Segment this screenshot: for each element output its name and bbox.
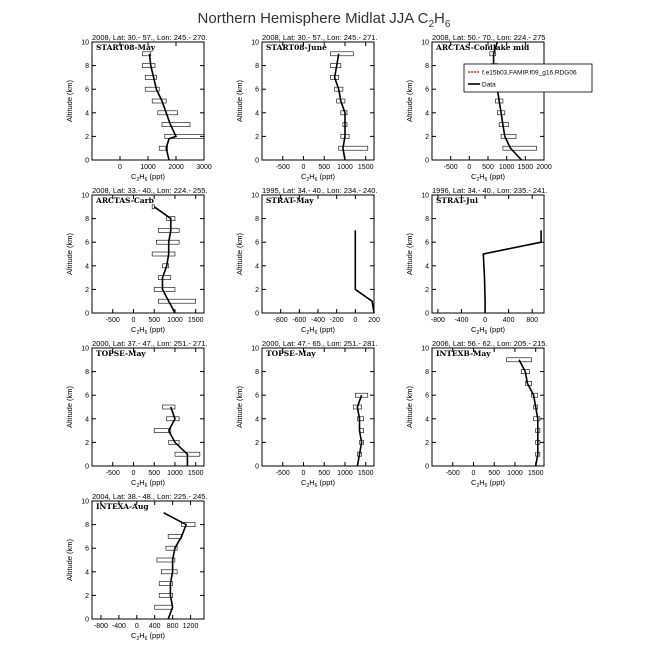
y-tick-label: 10 xyxy=(81,192,89,200)
x-tick-label: 0 xyxy=(134,623,139,630)
x-tick-label: 400 xyxy=(502,317,515,324)
y-tick-label: 8 xyxy=(85,522,89,530)
panel-header: 2000, Lat: 47.- 65., Lon: 251.- 281. xyxy=(262,339,378,348)
y-tick-label: 8 xyxy=(255,369,259,377)
figure-title: Northern Hemisphere Midlat JJA $C_2H_6$ xyxy=(197,10,451,30)
x-tick-label: 1200 xyxy=(182,623,199,630)
y-tick-label: 6 xyxy=(85,545,89,553)
data-range-box xyxy=(167,417,179,421)
x-tick-label: 2000 xyxy=(168,164,184,171)
y-tick-label: 8 xyxy=(85,216,89,224)
plot-frame xyxy=(92,501,204,619)
y-tick-label: 10 xyxy=(421,192,429,200)
x-tick-label: 500 xyxy=(318,470,331,477)
y-tick-label: 6 xyxy=(425,86,429,94)
y-tick-label: 2 xyxy=(85,133,89,141)
x-tick-label: -600 xyxy=(292,317,307,324)
campaign-label: TOPSE-May xyxy=(266,349,316,358)
data-range-box xyxy=(161,570,177,574)
y-axis-label: Altitude (km) xyxy=(235,232,244,276)
panel-6 xyxy=(405,186,548,336)
x-tick-label: 1500 xyxy=(517,164,534,171)
panel-header: 1996, Lat: 34.- 40., Lon: 235.- 241. xyxy=(432,186,548,195)
x-tick-label: 3000 xyxy=(196,164,212,171)
x-axis-label: $C_2H_6$ (ppt) xyxy=(471,478,505,489)
y-tick-label: 4 xyxy=(85,569,89,577)
plot-frame xyxy=(432,195,544,313)
y-tick-label: 2 xyxy=(255,439,259,447)
panel-header: 1995, Lat: 34.- 40., Lon: 234.- 240. xyxy=(262,186,378,195)
panel-5 xyxy=(235,186,380,336)
y-tick-label: 6 xyxy=(255,86,259,94)
y-tick-label: 8 xyxy=(255,63,259,71)
y-axis-label: Altitude (km) xyxy=(65,79,74,123)
panels xyxy=(65,33,592,642)
y-axis-label: Altitude (km) xyxy=(65,538,74,582)
y-tick-label: 8 xyxy=(425,63,429,71)
campaign-label: INTEXB-May xyxy=(436,349,491,358)
y-tick-label: 2 xyxy=(85,592,89,600)
panel-header: 2006, Lat: 56.- 62., Lon: 205.- 215. xyxy=(432,339,548,348)
y-tick-label: 10 xyxy=(251,39,259,47)
y-tick-label: 0 xyxy=(85,157,89,165)
data-range-box xyxy=(142,64,155,68)
y-tick-label: 0 xyxy=(85,616,89,624)
x-tick-label: 200 xyxy=(368,317,380,324)
data-range-box xyxy=(503,146,537,150)
x-axis-label: $C_2H_6$ (ppt) xyxy=(301,172,335,183)
y-tick-label: 8 xyxy=(85,63,89,71)
plot-frame xyxy=(432,348,544,466)
y-tick-label: 4 xyxy=(425,263,429,271)
panel-3 xyxy=(405,33,592,183)
x-tick-label: -500 xyxy=(105,317,120,324)
x-tick-label: 1000 xyxy=(337,164,353,171)
data-profile-line xyxy=(355,230,374,313)
data-range-box xyxy=(155,605,173,609)
y-tick-label: 0 xyxy=(255,310,259,318)
y-tick-label: 6 xyxy=(425,392,429,400)
data-range-box xyxy=(154,287,175,291)
y-tick-label: 4 xyxy=(255,263,259,271)
data-range-box xyxy=(158,111,178,115)
x-axis-label: $C_2H_6$ (ppt) xyxy=(131,631,165,642)
y-tick-label: 8 xyxy=(425,369,429,377)
x-tick-label: -400 xyxy=(454,317,469,324)
x-tick-label: -800 xyxy=(273,317,288,324)
campaign-label: START08-June xyxy=(266,43,327,52)
x-tick-label: -400 xyxy=(111,623,126,630)
x-tick-label: 0 xyxy=(467,164,472,171)
x-tick-label: 800 xyxy=(526,317,539,324)
data-range-box xyxy=(330,64,340,68)
y-tick-label: 10 xyxy=(81,39,89,47)
x-tick-label: 1000 xyxy=(337,470,353,477)
x-tick-label: -500 xyxy=(275,164,290,171)
y-tick-label: 4 xyxy=(255,416,259,424)
data-profile-line xyxy=(335,54,345,160)
y-tick-label: 10 xyxy=(251,192,259,200)
data-range-box xyxy=(152,252,175,256)
panel-8 xyxy=(235,339,378,489)
data-range-box xyxy=(158,276,170,280)
x-tick-label: -500 xyxy=(275,470,290,477)
campaign-label: INTEXA-Aug xyxy=(96,502,149,511)
y-tick-label: 4 xyxy=(85,263,89,271)
x-tick-label: 500 xyxy=(148,317,161,324)
x-tick-label: 500 xyxy=(482,164,494,171)
x-tick-label: 800 xyxy=(166,623,179,630)
y-tick-label: 0 xyxy=(425,463,429,471)
campaign-label: START08-May xyxy=(96,43,156,52)
y-tick-label: 4 xyxy=(85,416,89,424)
x-tick-label: -500 xyxy=(443,164,458,171)
x-axis-label: $C_2H_6$ (ppt) xyxy=(131,478,165,489)
data-profile-line xyxy=(149,54,176,160)
plot-frame xyxy=(262,42,374,160)
x-tick-label: 0 xyxy=(353,317,358,324)
x-tick-label: -200 xyxy=(329,317,344,324)
data-range-box xyxy=(357,417,363,421)
y-tick-label: 0 xyxy=(85,310,89,318)
data-range-box xyxy=(162,123,190,127)
legend-data-label: Data xyxy=(482,81,496,89)
y-tick-label: 8 xyxy=(255,216,259,224)
y-tick-label: 4 xyxy=(425,110,429,118)
x-tick-label: -500 xyxy=(105,470,120,477)
y-axis-label: Altitude (km) xyxy=(235,79,244,123)
data-profile-line xyxy=(519,360,538,466)
panel-4 xyxy=(65,186,208,336)
data-profile-line xyxy=(483,230,541,313)
x-tick-label: 1000 xyxy=(140,164,156,171)
panel-header: 2000, Lat: 37.- 47., Lon: 251.- 271. xyxy=(92,339,208,348)
panel-header: 2008, Lat: 30.- 57., Lon: 245.- 270. xyxy=(92,33,208,42)
x-tick-label: 1000 xyxy=(498,164,515,171)
y-tick-label: 2 xyxy=(425,286,429,294)
y-tick-label: 6 xyxy=(255,239,259,247)
x-tick-label: 1000 xyxy=(507,470,523,477)
campaign-label: STRAT-May xyxy=(266,196,314,205)
data-profile-line xyxy=(154,207,175,313)
y-tick-label: 10 xyxy=(421,39,429,47)
panel-10 xyxy=(65,492,208,642)
y-tick-label: 2 xyxy=(425,133,429,141)
y-tick-label: 6 xyxy=(425,239,429,247)
x-tick-label: 1000 xyxy=(167,470,183,477)
panel-7 xyxy=(65,339,208,489)
y-tick-label: 0 xyxy=(85,463,89,471)
plot-frame xyxy=(432,42,544,160)
x-tick-label: -500 xyxy=(445,470,460,477)
x-axis-label: $C_2H_6$ (ppt) xyxy=(471,325,505,336)
y-axis-label: Altitude (km) xyxy=(65,385,74,429)
campaign-label: STRAT-Jul xyxy=(436,196,478,205)
y-tick-label: 8 xyxy=(85,369,89,377)
data-profile-line xyxy=(169,407,188,466)
y-axis-label: Altitude (km) xyxy=(405,79,414,123)
y-tick-label: 0 xyxy=(425,310,429,318)
x-axis-label: $C_2H_6$ (ppt) xyxy=(131,172,165,183)
y-axis-label: Altitude (km) xyxy=(235,385,244,429)
y-tick-label: 10 xyxy=(81,498,89,506)
data-range-box xyxy=(163,405,175,409)
plot-frame xyxy=(92,348,204,466)
plot-frame xyxy=(92,195,204,313)
y-tick-label: 2 xyxy=(425,439,429,447)
x-tick-label: -800 xyxy=(93,623,108,630)
x-tick-label: 0 xyxy=(131,317,136,324)
x-tick-label: 500 xyxy=(148,470,161,477)
y-tick-label: 6 xyxy=(85,86,89,94)
panel-header: 2004, Lat: 38.- 48., Lon: 225.- 245. xyxy=(92,492,208,501)
data-range-box xyxy=(152,205,154,209)
y-tick-label: 0 xyxy=(425,157,429,165)
y-tick-label: 2 xyxy=(85,286,89,294)
data-range-box xyxy=(330,52,353,56)
panel-2 xyxy=(235,33,378,183)
panel-header: 2008, Lat: 33.- 40., Lon: 224.- 255. xyxy=(92,186,208,195)
y-tick-label: 6 xyxy=(255,392,259,400)
x-tick-label: 0 xyxy=(118,164,122,171)
panel-9 xyxy=(405,339,548,489)
y-tick-label: 6 xyxy=(85,392,89,400)
plot-frame xyxy=(262,195,374,313)
y-tick-label: 2 xyxy=(85,439,89,447)
x-axis-label: $C_2H_6$ (ppt) xyxy=(471,172,505,183)
y-axis-label: Altitude (km) xyxy=(65,232,74,276)
x-tick-label: 1500 xyxy=(357,470,374,477)
x-tick-label: -400 xyxy=(310,317,326,324)
x-tick-label: 1500 xyxy=(187,317,204,324)
x-tick-label: 0 xyxy=(131,470,136,477)
x-tick-label: 500 xyxy=(318,164,331,171)
x-tick-label: 1500 xyxy=(527,470,544,477)
y-tick-label: 10 xyxy=(421,345,429,353)
y-tick-label: 2 xyxy=(255,286,259,294)
x-tick-label: 0 xyxy=(483,317,488,324)
y-tick-label: 0 xyxy=(255,463,259,471)
y-axis-label: Altitude (km) xyxy=(405,385,414,429)
x-tick-label: 500 xyxy=(488,470,501,477)
legend-model-label: f.e15b03.FAMIP.f09_g16.RDG06 xyxy=(482,69,577,77)
plot-frame xyxy=(92,42,204,160)
x-tick-label: 1000 xyxy=(167,317,183,324)
x-tick-label: 400 xyxy=(148,623,161,630)
data-profile-line xyxy=(494,42,522,160)
x-tick-label: 2000 xyxy=(536,164,552,171)
data-range-box xyxy=(168,534,181,538)
y-tick-label: 6 xyxy=(85,239,89,247)
y-tick-label: 10 xyxy=(81,345,89,353)
y-tick-label: 2 xyxy=(255,133,259,141)
campaign-label: TOPSE-May xyxy=(96,349,146,358)
y-tick-label: 4 xyxy=(425,416,429,424)
panel-header: 2008, Lat: 30.- 57., Lon: 245.- 271. xyxy=(262,33,378,42)
x-tick-label: 0 xyxy=(471,470,476,477)
x-axis-label: $C_2H_6$ (ppt) xyxy=(301,325,335,336)
x-tick-label: -800 xyxy=(430,317,445,324)
x-tick-label: 1500 xyxy=(357,164,374,171)
data-range-box xyxy=(156,240,179,244)
data-profile-line xyxy=(357,395,361,466)
data-range-box xyxy=(152,99,166,103)
panel-1 xyxy=(65,33,212,183)
data-range-box xyxy=(158,228,179,232)
y-tick-label: 4 xyxy=(255,110,259,118)
y-tick-label: 4 xyxy=(85,110,89,118)
y-axis-label: Altitude (km) xyxy=(405,232,414,276)
x-axis-label: $C_2H_6$ (ppt) xyxy=(131,325,165,336)
data-profile-line xyxy=(164,513,186,619)
x-tick-label: 1500 xyxy=(187,470,204,477)
data-range-box xyxy=(501,134,516,138)
x-tick-label: 0 xyxy=(301,470,306,477)
campaign-label: ARCTAS-Coldlake mid xyxy=(436,43,530,52)
panel-header: 2008, Lat: 50.- 70., Lon: 224.- 275 xyxy=(432,33,546,42)
y-tick-label: 10 xyxy=(251,345,259,353)
campaign-label: ARCTAS-Carb xyxy=(96,196,154,205)
y-tick-label: 0 xyxy=(255,157,259,165)
x-tick-label: 0 xyxy=(301,164,306,171)
y-tick-label: 8 xyxy=(425,216,429,224)
data-range-box xyxy=(158,299,195,303)
x-axis-label: $C_2H_6$ (ppt) xyxy=(301,478,335,489)
